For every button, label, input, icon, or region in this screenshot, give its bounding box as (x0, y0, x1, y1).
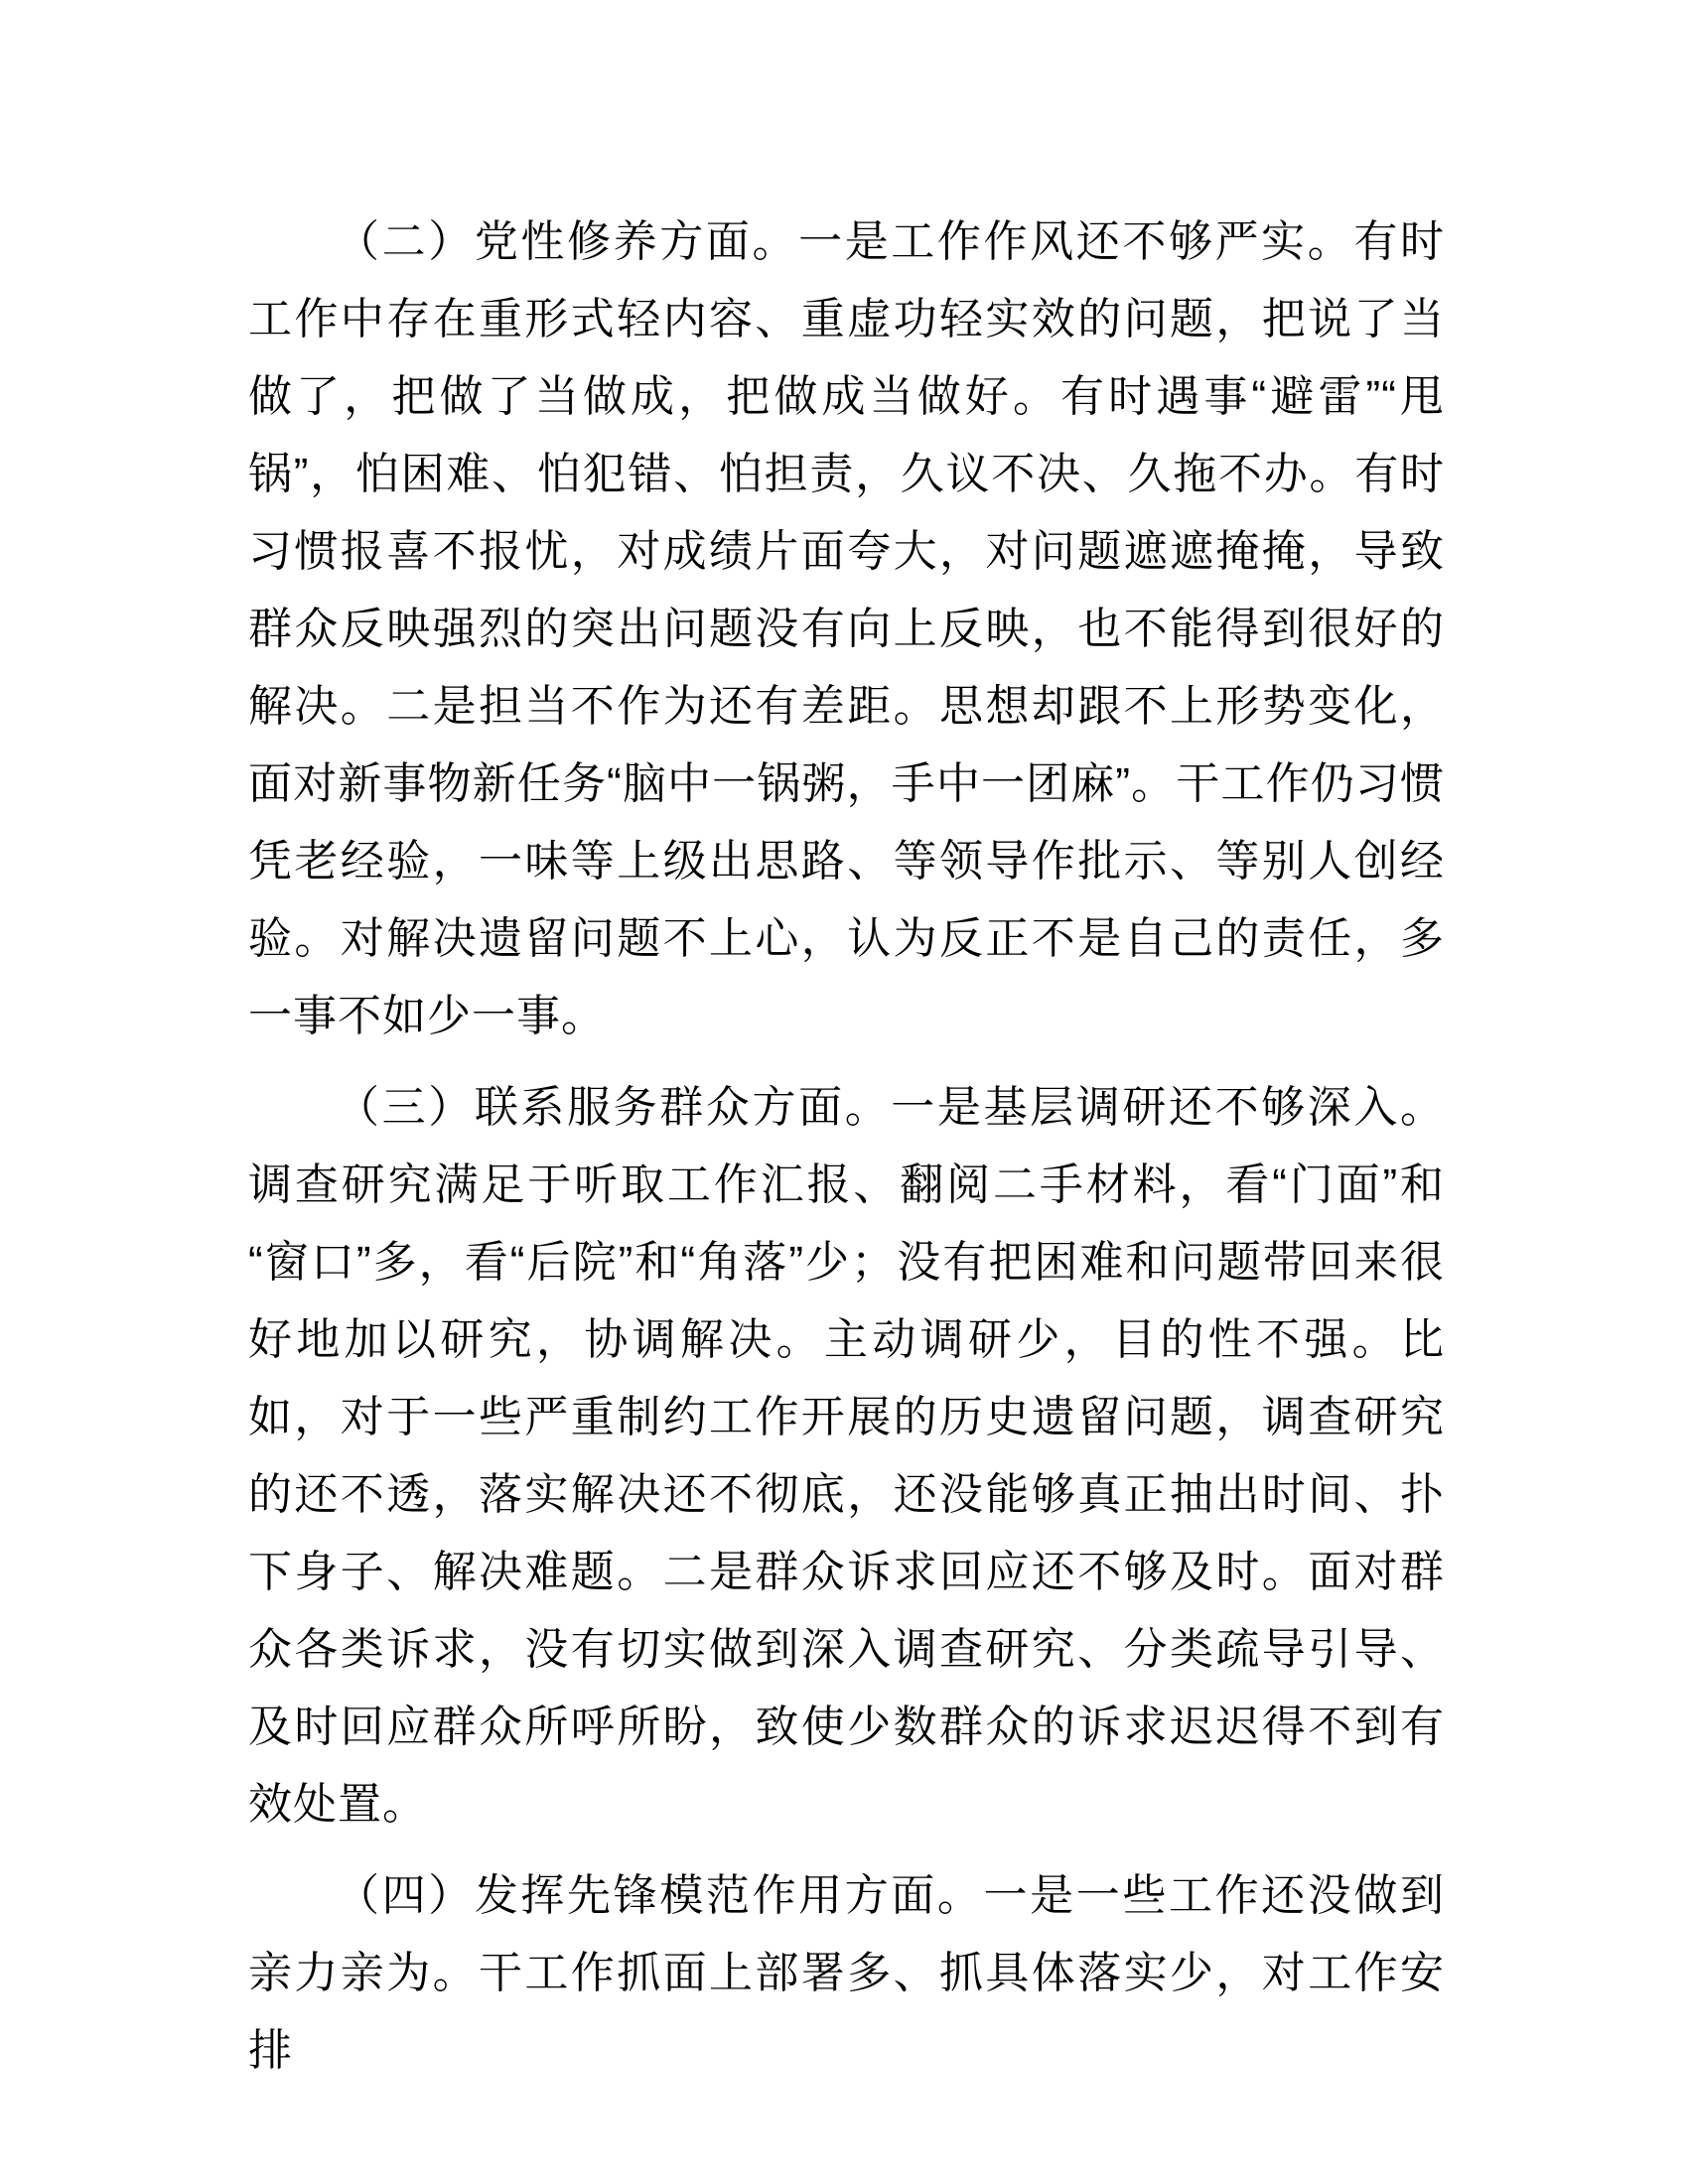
paragraph-section-4-vanguard-role: （四）发挥先锋模范作用方面。一是一些工作还没做到亲力亲为。干工作抓面上部署多、抓具体落实少，对工作安排 (248, 1871, 1445, 2075)
paragraph-section-3-serving-masses: （三）联系服务群众方面。一是基层调研还不够深入。调查研究满足于听取工作汇报、翻阅二手材料，看“门面”和“窗口”多，看“后院”和“角落”少；没有把困难和问题带回来很好地加以研究，协调解决。主动调研少，目的性不强。比如，对于一些严重制约工作开展的历史遗留问题，调查研究的还不透，落实解决还不彻底，还没能够真正抽出时间、扑下身子、解决难题。二是群众诉求回应还不够及时。面对群众各类诉求，没有切实做到深入调查研究、分类疏导引导、及时回应群众所呼所盼，致使少数群众的诉求迟迟得不到有效处置。 (248, 1083, 1445, 1829)
paragraph-section-2-party-spirit: （二）党性修养方面。一是工作作风还不够严实。有时工作中存在重形式轻内容、重虚功轻实效的问题，把说了当做了，把做了当做成，把做成当做好。有时遇事“避雷”“甩锅”，怕困难、怕犯错、怕担责，久议不决、久拖不办。有时习惯报喜不报忧，对成绩片面夸大，对问题遮遮掩掩，导致群众反映强烈的突出问题没有向上反映，也不能得到很好的解决。二是担当不作为还有差距。思想却跟不上形势变化，面对新事物新任务“脑中一锅粥，手中一团麻”。干工作仍习惯凭老经验，一味等上级出思路、等领导作批示、等别人创经验。对解决遗留问题不上心，认为反正不是自己的责任，多一事不如少一事。 (248, 217, 1445, 1040)
